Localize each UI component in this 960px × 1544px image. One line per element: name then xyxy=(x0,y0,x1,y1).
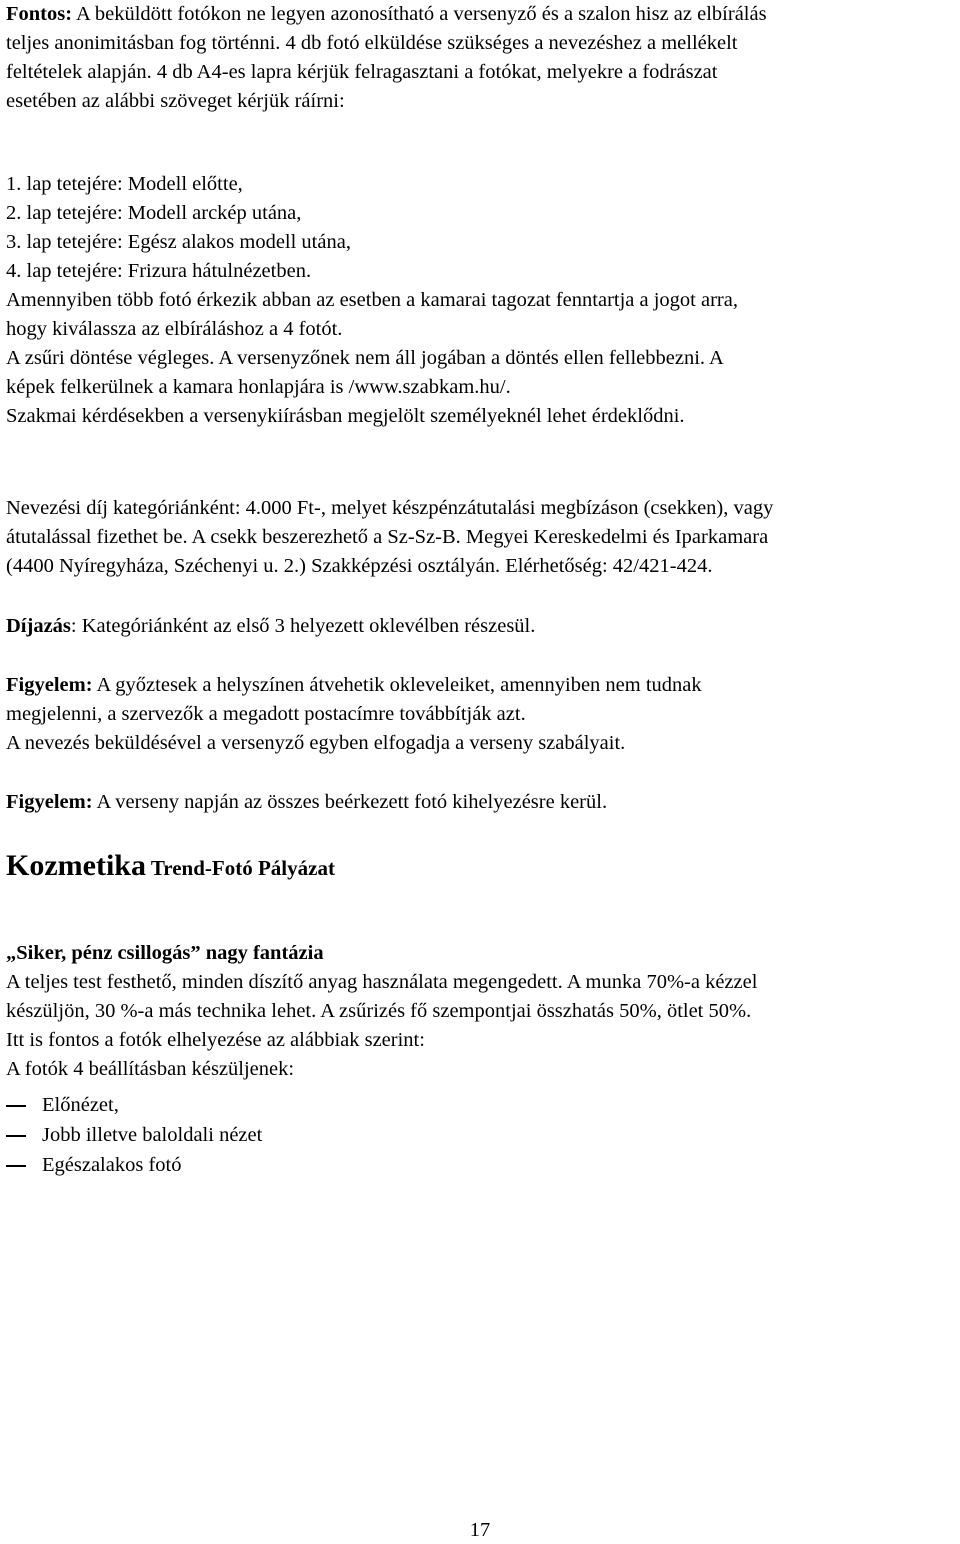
rules-line: hogy kiválassza az elbíráláshoz a 4 fotót. xyxy=(6,318,343,340)
section-title: Kozmetika xyxy=(6,849,146,882)
fee-line: (4400 Nyíregyháza, Széchenyi u. 2.) Szakképzési osztályán. Elérhetőség: 42/421-424. xyxy=(6,555,713,577)
prize-text: : Kategóriánként az első 3 helyezett oklevélben részesül. xyxy=(70,615,536,637)
rules-line: képek felkerülnek a kamara honlapjára is /www.szabkam.hu/. xyxy=(6,376,511,398)
list-item: 1. lap tetejére: Modell előtte, xyxy=(6,173,243,195)
section-line: A fotók 4 beállításban készüljenek: xyxy=(6,1058,295,1080)
dash-bullet xyxy=(6,1105,26,1107)
notice-label: Figyelem: xyxy=(6,791,93,813)
notice-line: megjelenni, a szervezők a megadott postacímre továbbítják azt. xyxy=(6,703,526,725)
intro-line-2: teljes anonimitásban fog történni. 4 db fotó elküldése szükséges a nevezéshez a mellékelt xyxy=(6,32,738,54)
section-title-suffix: Trend-Fotó Pályázat xyxy=(145,856,335,880)
section-heading xyxy=(6,846,335,889)
page-number: 17 xyxy=(469,1519,491,1541)
intro-label: Fontos: xyxy=(6,3,73,25)
list-item: 3. lap tetejére: Egész alakos modell utána, xyxy=(6,231,351,253)
notice-paragraph: Figyelem: A győztesek a helyszínen átvehetik okleveleiket, amennyiben nem tudnak megjelenni, a szervezők a megadott postacímre továbbítják azt. A nevezés beküldésével a versenyző egyben elfogadja a verseny szabályait. xyxy=(6,671,956,758)
notice-line: A nevezés beküldésével a versenyző egyben elfogadja a verseny szabályait. xyxy=(6,732,626,754)
list-item: 2. lap tetejére: Modell arckép utána, xyxy=(6,202,302,224)
section-body xyxy=(6,939,956,1084)
fee-line: átutalással fizethet be. A csekk beszerezhető a Sz-Sz-B. Megyei Kereskedelmi és Iparkamara xyxy=(6,526,769,548)
rules-line: Szakmai kérdésekben a versenykiírásban megjelölt személyeknél lehet érdeklődni. xyxy=(6,405,685,427)
intro-line-4: esetében az alábbi szöveget kérjük ráírni: xyxy=(6,90,345,112)
photo-list xyxy=(6,170,956,286)
prize-label: Díjazás xyxy=(6,615,71,637)
section-line: A teljes test festhető, minden díszítő anyag használata megengedett. A munka 70%-a kézzel xyxy=(6,971,758,993)
fee-line: Nevezési díj kategóriánként: 4.000 Ft-, melyet készpénzátutalási megbízáson (csekken), vagy xyxy=(6,497,774,519)
dash-list-item: Előnézet, xyxy=(6,1091,119,1120)
dash-list-item: Egészalakos fotó xyxy=(6,1151,181,1180)
notice-label: Figyelem: xyxy=(6,674,93,696)
rules-line: Amennyiben több fotó érkezik abban az esetben a kamarai tagozat fenntartja a jogot arra, xyxy=(6,289,738,311)
notice-paragraph-2 xyxy=(6,788,956,817)
dash-bullet xyxy=(6,1165,26,1167)
rules-line: A zsűri döntése végleges. A versenyzőnek nem áll jogában a döntés ellen fellebbezni. A xyxy=(6,347,724,369)
rules-paragraph xyxy=(6,286,956,431)
intro-paragraph xyxy=(6,0,956,116)
section-line: készüljön, 30 %-a más technika lehet. A zsűrizés fő szempontjai összhatás 50%, ötlet 50%. xyxy=(6,1000,752,1022)
dash-list-item: Jobb illetve baloldali nézet xyxy=(6,1121,262,1150)
intro-line-1: Fontos: A beküldött fotókon ne legyen azonosítható a versenyző és a szalon hisz az elbírálás xyxy=(6,3,767,25)
intro-line-3: feltételek alapján. 4 db A4-es lapra kérjük felragasztani a fotókat, melyekre a fodrászat xyxy=(6,61,718,83)
dash-bullet xyxy=(6,1135,26,1137)
section-subtitle: „Siker, pénz csillogás” nagy fantázia xyxy=(6,942,324,964)
section-line: Itt is fontos a fotók elhelyezése az alábbiak szerint: xyxy=(6,1029,425,1051)
notice-text: A verseny napján az összes beérkezett fotó kihelyezésre kerül. xyxy=(92,791,608,813)
list-item: 4. lap tetejére: Frizura hátulnézetben. xyxy=(6,260,312,282)
fee-paragraph xyxy=(6,494,956,581)
prize-paragraph xyxy=(6,612,956,641)
